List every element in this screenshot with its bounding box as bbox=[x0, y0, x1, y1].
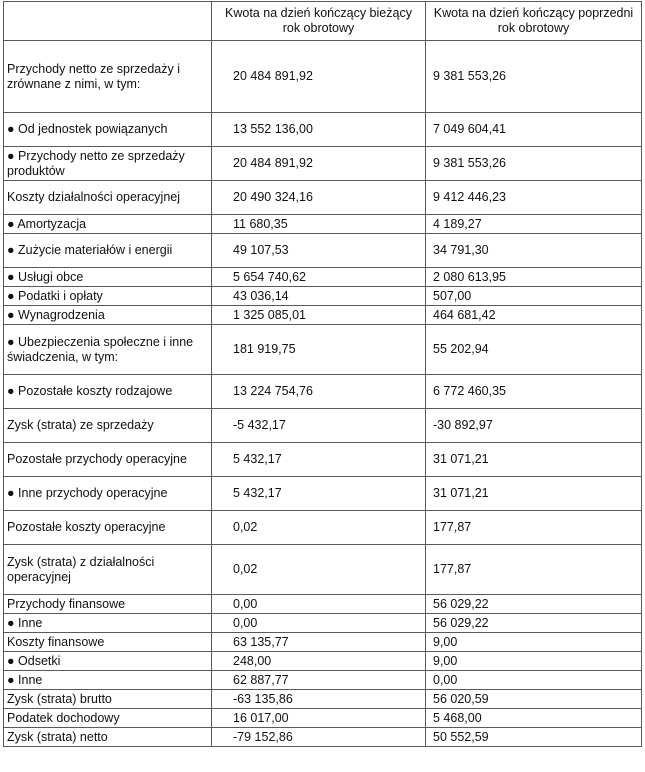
table-row bbox=[4, 325, 642, 375]
current-year-value: -5 432,17 bbox=[212, 409, 426, 443]
previous-year-value: 9 381 553,26 bbox=[426, 41, 642, 113]
row-label: ● Przychody netto ze sprzedaży produktów bbox=[4, 147, 212, 181]
previous-year-value: 7 049 604,41 bbox=[426, 113, 642, 147]
row-label: ● Pozostałe koszty rodzajowe bbox=[4, 375, 212, 409]
row-label: ● Amortyzacja bbox=[4, 215, 212, 234]
previous-year-value: 56 029,22 bbox=[426, 595, 642, 614]
table-row bbox=[4, 690, 642, 709]
previous-year-value: 177,87 bbox=[426, 511, 642, 545]
current-year-value: 20 484 891,92 bbox=[212, 41, 426, 113]
table-row bbox=[4, 477, 642, 511]
row-label: ● Od jednostek powiązanych bbox=[4, 113, 212, 147]
previous-year-value: 9 381 553,26 bbox=[426, 147, 642, 181]
row-label: Zysk (strata) z działalności operacyjnej bbox=[4, 545, 212, 595]
current-year-value: 248,00 bbox=[212, 652, 426, 671]
previous-year-value: 507,00 bbox=[426, 287, 642, 306]
previous-year-value: 5 468,00 bbox=[426, 709, 642, 728]
table-row bbox=[4, 287, 642, 306]
table-row bbox=[4, 113, 642, 147]
previous-year-value: 2 080 613,95 bbox=[426, 268, 642, 287]
table-row bbox=[4, 409, 642, 443]
row-label: Zysk (strata) brutto bbox=[4, 690, 212, 709]
current-year-value: -63 135,86 bbox=[212, 690, 426, 709]
row-label: Zysk (strata) netto bbox=[4, 728, 212, 747]
table-header-row bbox=[4, 2, 642, 41]
current-year-value: 43 036,14 bbox=[212, 287, 426, 306]
current-year-value: -79 152,86 bbox=[212, 728, 426, 747]
table-row bbox=[4, 443, 642, 477]
current-year-value: 5 654 740,62 bbox=[212, 268, 426, 287]
row-label: ● Zużycie materiałów i energii bbox=[4, 234, 212, 268]
header-empty-cell bbox=[4, 2, 212, 41]
previous-year-value: 6 772 460,35 bbox=[426, 375, 642, 409]
current-year-value: 13 224 754,76 bbox=[212, 375, 426, 409]
row-label: ● Inne bbox=[4, 614, 212, 633]
previous-year-value: 31 071,21 bbox=[426, 443, 642, 477]
table-row bbox=[4, 375, 642, 409]
previous-year-value: 34 791,30 bbox=[426, 234, 642, 268]
table-row bbox=[4, 595, 642, 614]
table-row bbox=[4, 652, 642, 671]
row-label: Zysk (strata) ze sprzedaży bbox=[4, 409, 212, 443]
previous-year-value: 31 071,21 bbox=[426, 477, 642, 511]
row-label: ● Inne przychody operacyjne bbox=[4, 477, 212, 511]
table-row bbox=[4, 709, 642, 728]
previous-year-value: 464 681,42 bbox=[426, 306, 642, 325]
previous-year-value: 56 020,59 bbox=[426, 690, 642, 709]
table-row bbox=[4, 511, 642, 545]
previous-year-value: 56 029,22 bbox=[426, 614, 642, 633]
row-label: Podatek dochodowy bbox=[4, 709, 212, 728]
row-label: ● Inne bbox=[4, 671, 212, 690]
current-year-value: 5 432,17 bbox=[212, 443, 426, 477]
current-year-value: 49 107,53 bbox=[212, 234, 426, 268]
row-label: Pozostałe koszty operacyjne bbox=[4, 511, 212, 545]
row-label: ● Ubezpieczenia społeczne i inne świadczenia, w tym: bbox=[4, 325, 212, 375]
previous-year-value: 9,00 bbox=[426, 652, 642, 671]
current-year-value: 62 887,77 bbox=[212, 671, 426, 690]
table-row bbox=[4, 671, 642, 690]
table-row bbox=[4, 545, 642, 595]
table-row bbox=[4, 614, 642, 633]
current-year-value: 20 484 891,92 bbox=[212, 147, 426, 181]
table-row bbox=[4, 181, 642, 215]
table-row bbox=[4, 306, 642, 325]
current-year-value: 11 680,35 bbox=[212, 215, 426, 234]
row-label: ● Odsetki bbox=[4, 652, 212, 671]
table-row bbox=[4, 268, 642, 287]
current-year-value: 16 017,00 bbox=[212, 709, 426, 728]
previous-year-value: -30 892,97 bbox=[426, 409, 642, 443]
current-year-value: 0,00 bbox=[212, 614, 426, 633]
previous-year-value: 55 202,94 bbox=[426, 325, 642, 375]
current-year-value: 0,02 bbox=[212, 545, 426, 595]
row-label: ● Usługi obce bbox=[4, 268, 212, 287]
row-label: Przychody netto ze sprzedaży i zrównane z nimi, w tym: bbox=[4, 41, 212, 113]
row-label: Koszty finansowe bbox=[4, 633, 212, 652]
header-previous-year: Kwota na dzień kończący poprzedni rok obrotowy bbox=[426, 2, 642, 41]
table-row bbox=[4, 728, 642, 747]
header-current-year: Kwota na dzień kończący bieżący rok obrotowy bbox=[212, 2, 426, 41]
table-row bbox=[4, 147, 642, 181]
current-year-value: 13 552 136,00 bbox=[212, 113, 426, 147]
current-year-value: 5 432,17 bbox=[212, 477, 426, 511]
current-year-value: 0,00 bbox=[212, 595, 426, 614]
current-year-value: 20 490 324,16 bbox=[212, 181, 426, 215]
previous-year-value: 9,00 bbox=[426, 633, 642, 652]
table-row bbox=[4, 633, 642, 652]
current-year-value: 63 135,77 bbox=[212, 633, 426, 652]
current-year-value: 0,02 bbox=[212, 511, 426, 545]
previous-year-value: 177,87 bbox=[426, 545, 642, 595]
table-row bbox=[4, 215, 642, 234]
row-label: Przychody finansowe bbox=[4, 595, 212, 614]
row-label: Pozostałe przychody operacyjne bbox=[4, 443, 212, 477]
previous-year-value: 9 412 446,23 bbox=[426, 181, 642, 215]
current-year-value: 181 919,75 bbox=[212, 325, 426, 375]
table-row bbox=[4, 234, 642, 268]
previous-year-value: 50 552,59 bbox=[426, 728, 642, 747]
previous-year-value: 4 189,27 bbox=[426, 215, 642, 234]
row-label: Koszty działalności operacyjnej bbox=[4, 181, 212, 215]
table-row bbox=[4, 41, 642, 113]
previous-year-value: 0,00 bbox=[426, 671, 642, 690]
row-label: ● Wynagrodzenia bbox=[4, 306, 212, 325]
financial-table bbox=[3, 1, 642, 747]
row-label: ● Podatki i opłaty bbox=[4, 287, 212, 306]
current-year-value: 1 325 085,01 bbox=[212, 306, 426, 325]
